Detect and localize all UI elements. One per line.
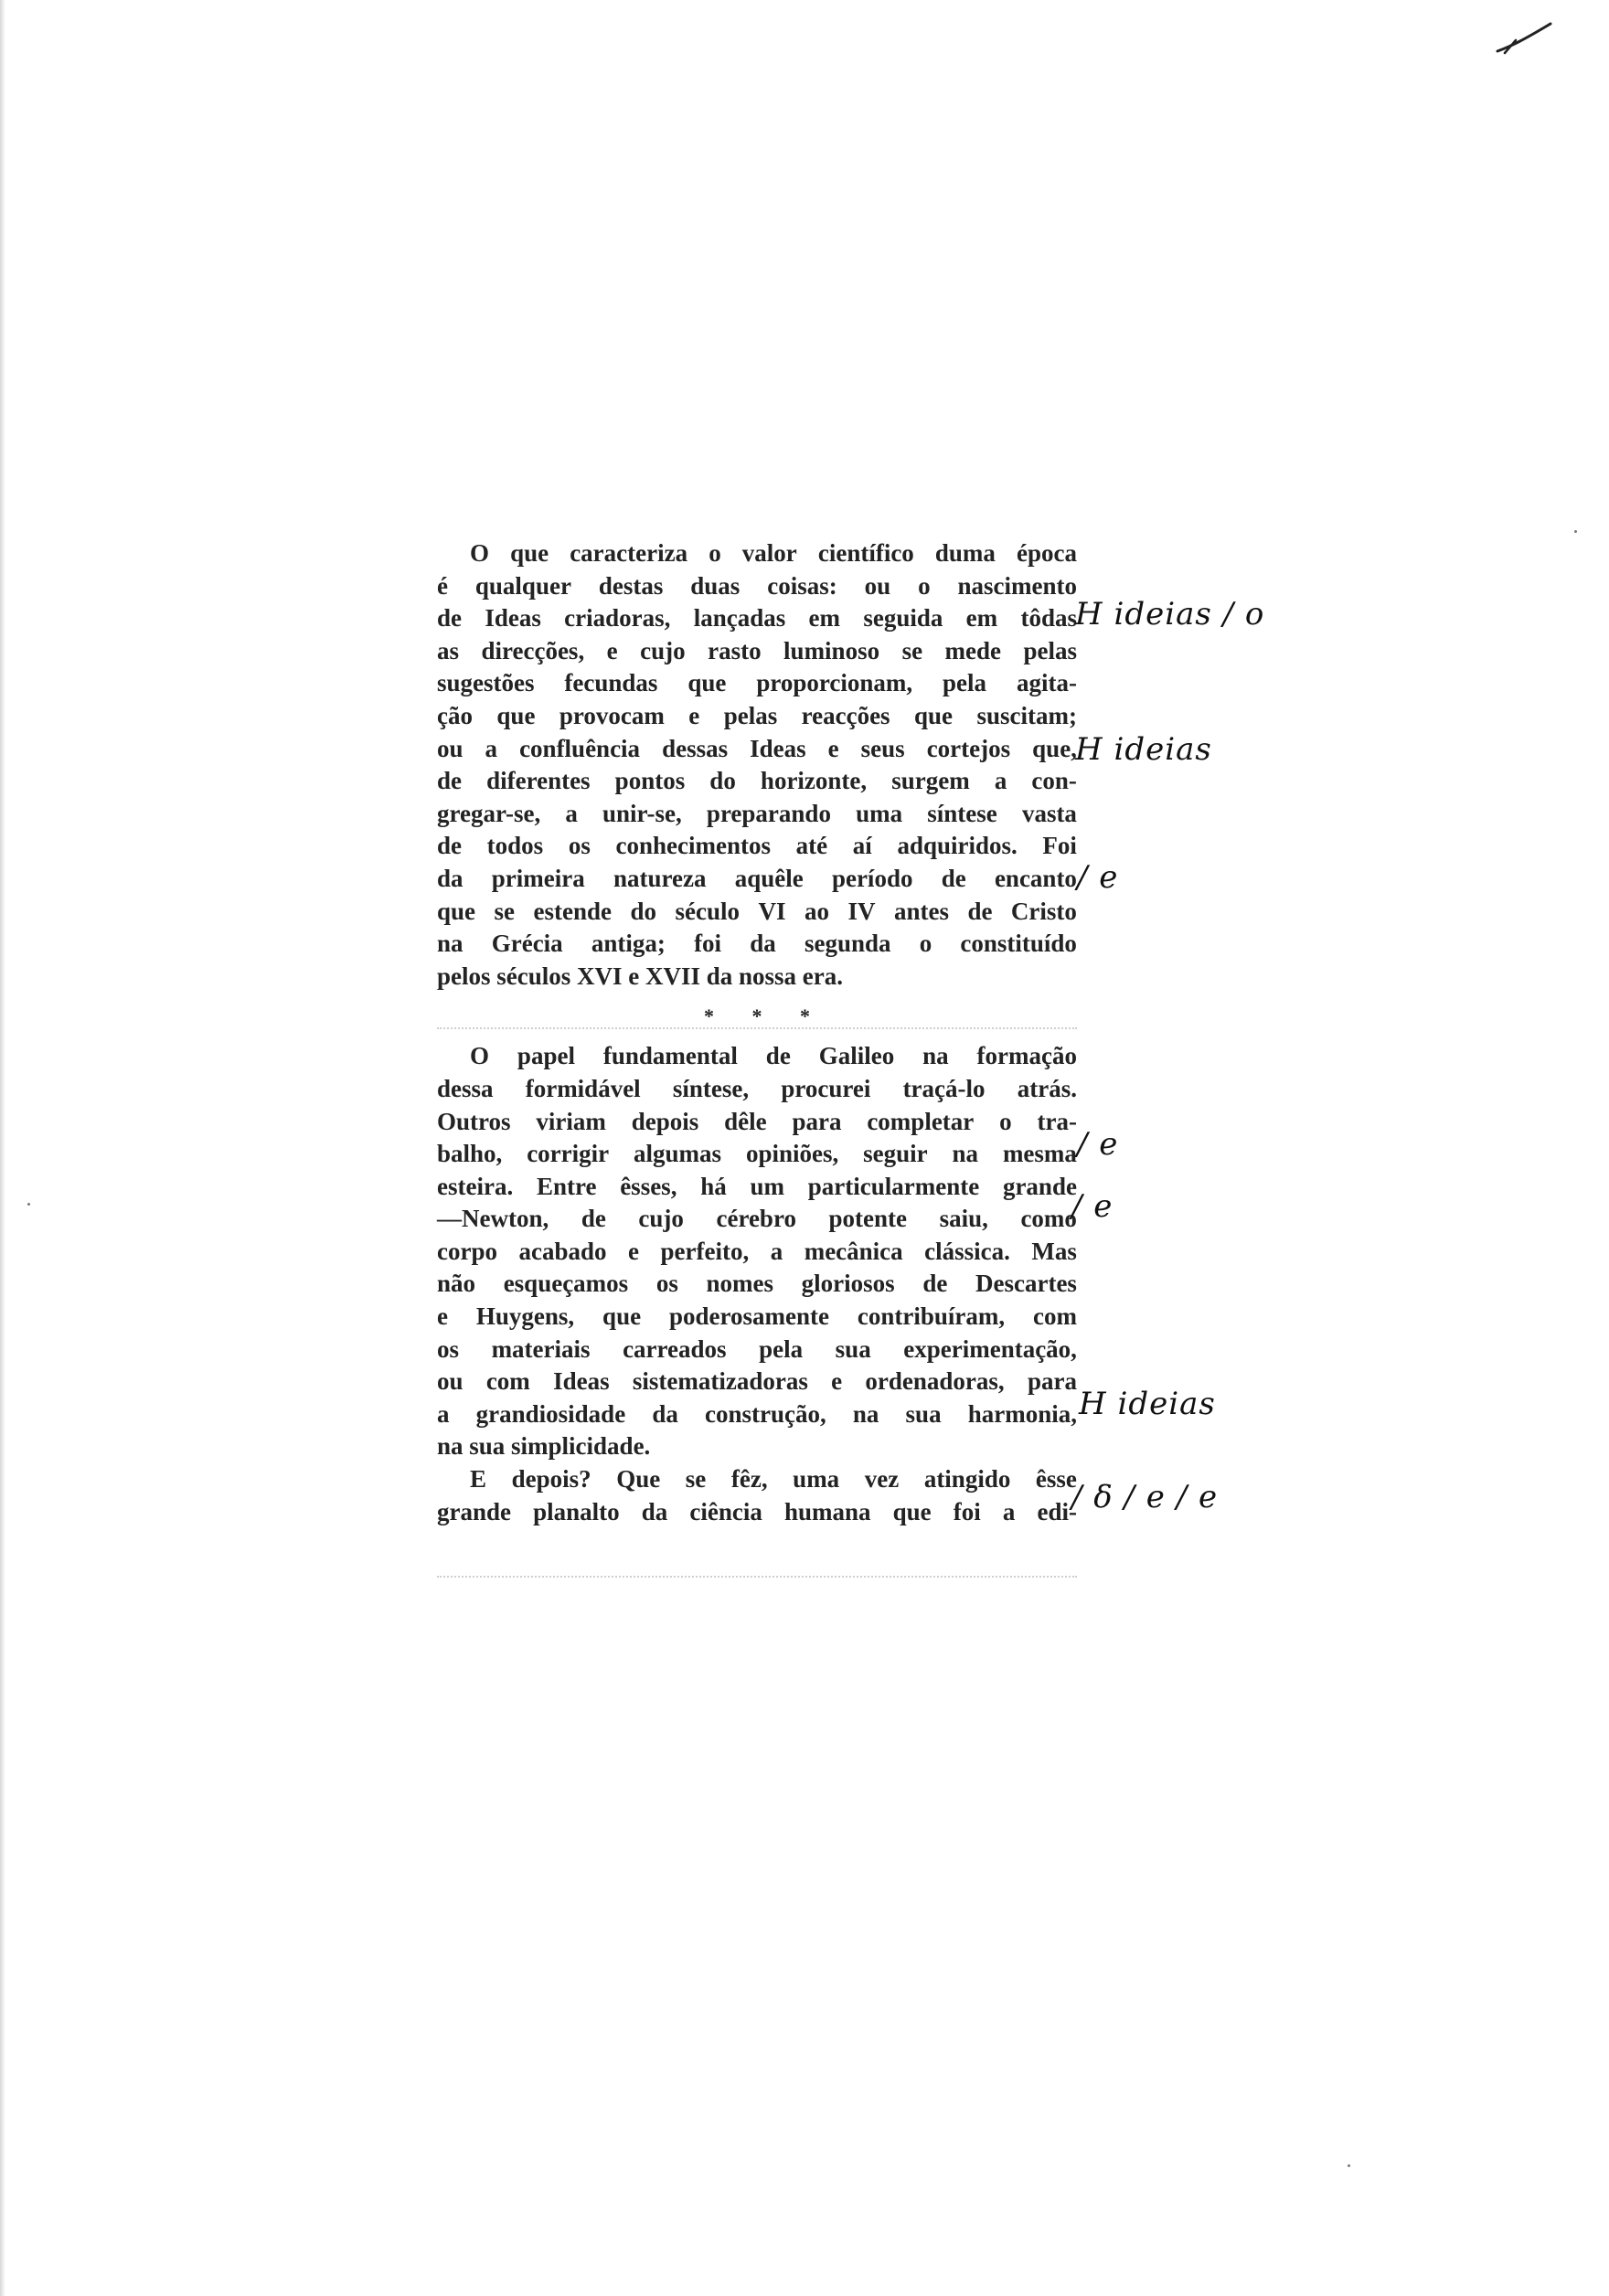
- word: grande: [1002, 1172, 1077, 1200]
- word: natureza: [613, 864, 707, 892]
- word: ou: [437, 1367, 464, 1396]
- word: esqueçamos: [503, 1270, 629, 1298]
- word: vez: [864, 1465, 900, 1493]
- word: com: [1033, 1302, 1077, 1331]
- word: o: [918, 571, 931, 600]
- word: horizonte,: [760, 767, 868, 795]
- word: pela: [943, 669, 987, 697]
- word: seguida: [863, 604, 943, 632]
- word: atingido: [923, 1465, 1011, 1493]
- word: clássica.: [924, 1237, 1010, 1265]
- text-line: [437, 667, 1077, 700]
- text-line: [437, 1040, 1077, 1073]
- word: e: [831, 1367, 843, 1396]
- word: reacções: [801, 701, 890, 729]
- text-line: [437, 1366, 1077, 1398]
- text-line: [437, 537, 1077, 570]
- word: ordenadoras,: [865, 1367, 1005, 1396]
- word: de: [765, 1042, 791, 1070]
- word: que: [496, 701, 536, 729]
- text-line: [437, 1463, 1077, 1496]
- word: na: [852, 1399, 879, 1428]
- word: é: [437, 571, 448, 600]
- word: con-: [1031, 767, 1077, 795]
- word: opiniões,: [745, 1140, 839, 1168]
- word: ou: [864, 571, 891, 600]
- word: esteira.: [437, 1172, 514, 1200]
- word: mede: [944, 636, 1002, 664]
- paragraph-1: [437, 537, 1077, 993]
- word: século: [675, 897, 740, 925]
- word: não: [437, 1270, 476, 1298]
- margin-note: H ideias: [1075, 731, 1212, 768]
- margin-note: H ideias: [1079, 1386, 1216, 1422]
- word: de: [941, 864, 966, 892]
- text-line: pelos séculos XVI e XVII da nossa era.: [437, 962, 844, 990]
- word: uma: [856, 799, 903, 827]
- word: todos: [486, 832, 544, 860]
- word: aí: [852, 832, 872, 860]
- text-line: [437, 830, 1077, 863]
- word: foi: [694, 930, 722, 958]
- word: materiais: [491, 1334, 591, 1363]
- word: unir-se,: [602, 799, 682, 827]
- word: da: [750, 930, 776, 958]
- word: sua: [905, 1399, 942, 1428]
- word: tôdas: [1020, 604, 1077, 632]
- word: constituído: [960, 930, 1077, 958]
- word: formidável: [525, 1074, 641, 1102]
- text-line: [437, 570, 1077, 603]
- word: Cristo: [1010, 897, 1077, 925]
- word: formação: [976, 1042, 1077, 1070]
- margin-note: / e: [1077, 859, 1119, 896]
- word: da: [437, 864, 464, 892]
- word: experimentação,: [903, 1334, 1077, 1363]
- word: foi: [953, 1497, 981, 1525]
- paragraph-3: [437, 1463, 1077, 1528]
- word: segunda: [804, 930, 891, 958]
- word: mesma: [1002, 1140, 1077, 1168]
- word: O: [470, 539, 490, 567]
- text-line: [437, 1073, 1077, 1106]
- word: pela: [759, 1334, 804, 1363]
- word: direcções,: [481, 636, 585, 664]
- word: conhecimentos: [615, 832, 771, 860]
- word: saiu,: [939, 1205, 988, 1233]
- word: e: [827, 734, 839, 762]
- word: e: [688, 701, 700, 729]
- word: edi-: [1037, 1497, 1077, 1525]
- word: gloriosos: [801, 1270, 895, 1298]
- word: acabado: [518, 1237, 607, 1265]
- text-line: [437, 1171, 1077, 1204]
- word: os: [437, 1334, 460, 1363]
- text-line: [437, 1496, 1077, 1529]
- text-line: [437, 928, 1077, 961]
- word: perfeito,: [660, 1237, 750, 1265]
- text-line: [437, 863, 1077, 896]
- word: qualquer: [474, 571, 571, 600]
- word: de: [922, 1270, 948, 1298]
- word: Outros: [437, 1107, 511, 1135]
- word: Ideas: [485, 604, 541, 632]
- word: VI: [758, 897, 786, 925]
- word: o: [999, 1107, 1012, 1135]
- word: E: [470, 1465, 487, 1493]
- word: se: [494, 897, 516, 925]
- word: papel: [517, 1042, 575, 1070]
- word: seus: [860, 734, 905, 762]
- word: nascimento: [957, 571, 1077, 600]
- word: dessas: [662, 734, 729, 762]
- word: pelas: [723, 701, 778, 729]
- word: sua: [835, 1334, 871, 1363]
- word: de: [437, 832, 462, 860]
- word: em: [808, 604, 841, 632]
- word: seguir: [863, 1140, 928, 1168]
- word: êsse: [1035, 1465, 1077, 1493]
- word: luminoso: [783, 636, 880, 664]
- word: cujo: [640, 636, 686, 664]
- word: completar: [867, 1107, 975, 1135]
- word: particularmente: [807, 1172, 980, 1200]
- word: Huygens,: [475, 1302, 575, 1331]
- scanner-edge: [0, 0, 5, 2296]
- word: procurei: [781, 1074, 871, 1102]
- text-line: na sua simplicidade.: [437, 1432, 651, 1461]
- word: Galileo: [818, 1042, 895, 1070]
- margin-note: / δ / e / e: [1071, 1479, 1219, 1515]
- text-line: [437, 700, 1077, 733]
- margin-note: / e: [1071, 1188, 1114, 1225]
- word: contribuíram,: [857, 1302, 1006, 1331]
- word: rasto: [708, 636, 762, 664]
- text-line: [437, 1334, 1077, 1366]
- word: construção,: [705, 1399, 826, 1428]
- word: êsses,: [620, 1172, 677, 1200]
- word: mecânica: [804, 1237, 903, 1265]
- word: surgem: [891, 767, 970, 795]
- word: depois: [631, 1107, 699, 1135]
- text-line: [437, 1138, 1077, 1171]
- word: e: [437, 1302, 448, 1331]
- word: antiga;: [591, 930, 666, 958]
- section-separator: * * *: [704, 1004, 826, 1028]
- word: fecundas: [564, 669, 658, 697]
- word: as: [437, 636, 460, 664]
- word: de: [437, 767, 462, 795]
- paragraph-2: [437, 1040, 1077, 1463]
- word: IV: [847, 897, 876, 925]
- word: síntese,: [672, 1074, 750, 1102]
- word: os: [655, 1270, 678, 1298]
- word: época: [1017, 539, 1077, 567]
- word: suscitam;: [976, 701, 1077, 729]
- word: e: [606, 636, 618, 664]
- word: ao: [804, 897, 829, 925]
- word: agita-: [1016, 669, 1077, 697]
- word: Foi: [1042, 832, 1077, 860]
- word: da: [641, 1497, 668, 1525]
- word: harmonia,: [967, 1399, 1077, 1428]
- word: vasta: [1021, 799, 1077, 827]
- word: diferentes: [486, 767, 591, 795]
- word: da: [652, 1399, 678, 1428]
- word: aquêle: [734, 864, 804, 892]
- word: que: [510, 539, 549, 567]
- word: nomes: [706, 1270, 774, 1298]
- word: e: [628, 1237, 639, 1265]
- word: fundamental: [602, 1042, 738, 1070]
- word: que: [892, 1497, 932, 1525]
- word: em: [965, 604, 998, 632]
- word: dêle: [724, 1107, 767, 1135]
- word: fêz,: [730, 1465, 768, 1493]
- word: que: [437, 897, 476, 925]
- text-line: [437, 1236, 1077, 1269]
- text-line: [437, 1203, 1077, 1236]
- word: pontos: [614, 767, 686, 795]
- word: cortejos: [926, 734, 1011, 762]
- word: algumas: [634, 1140, 722, 1168]
- word: a: [485, 734, 498, 762]
- word: até: [795, 832, 828, 860]
- text-line: [437, 798, 1077, 831]
- text-line: [437, 602, 1077, 635]
- word: poderosamente: [668, 1302, 829, 1331]
- text-column: [437, 537, 1077, 1528]
- word: de: [437, 604, 462, 632]
- word: que,: [1032, 734, 1077, 762]
- word: sistematizadoras: [632, 1367, 808, 1396]
- word: balho,: [437, 1140, 503, 1168]
- word: que: [602, 1302, 642, 1331]
- word: científico: [817, 539, 914, 567]
- word: sugestões: [437, 669, 535, 697]
- text-line: [437, 1268, 1077, 1301]
- word: adquiridos.: [897, 832, 1018, 860]
- word: período: [831, 864, 913, 892]
- word: do: [630, 897, 656, 925]
- word: os: [568, 832, 591, 860]
- text-line: [437, 896, 1077, 929]
- word: gregar-se,: [437, 799, 541, 827]
- paper-speck: [1574, 530, 1577, 533]
- word: Descartes: [975, 1270, 1077, 1298]
- word: corrigir: [527, 1140, 610, 1168]
- word: a: [770, 1237, 783, 1265]
- text-line: [437, 635, 1077, 668]
- word: atrás.: [1017, 1074, 1077, 1102]
- paper-speck: [27, 1203, 30, 1206]
- word: duma: [934, 539, 996, 567]
- word: um: [750, 1172, 784, 1200]
- word: uma: [793, 1465, 840, 1493]
- word: o: [919, 930, 932, 958]
- word: valor: [741, 539, 797, 567]
- word: viriam: [536, 1107, 606, 1135]
- word: a: [994, 767, 1007, 795]
- word: coisas:: [767, 571, 837, 600]
- word: com: [485, 1367, 530, 1396]
- word: de: [581, 1205, 606, 1233]
- word: se: [685, 1465, 707, 1493]
- margin-note: H ideias / o: [1075, 596, 1265, 632]
- word: preparando: [706, 799, 831, 827]
- word: corpo: [437, 1237, 497, 1265]
- word: potente: [828, 1205, 908, 1233]
- word: Entre: [536, 1172, 597, 1200]
- word: de: [967, 897, 993, 925]
- word: grandiosidade: [475, 1399, 626, 1428]
- text-line: [437, 1398, 1077, 1431]
- word: que: [914, 701, 954, 729]
- word: como: [1020, 1205, 1077, 1233]
- word: ção: [437, 701, 473, 729]
- word: do: [709, 767, 736, 795]
- corner-check-mark: [1496, 20, 1554, 57]
- word: na: [922, 1042, 949, 1070]
- faint-rule: [437, 1027, 1077, 1031]
- word: humana: [783, 1497, 871, 1525]
- word: caracteriza: [570, 539, 688, 567]
- word: cujo: [638, 1205, 684, 1233]
- word: Ideas: [750, 734, 806, 762]
- word: o: [709, 539, 721, 567]
- word: provocam: [559, 701, 665, 729]
- word: Que: [616, 1465, 661, 1493]
- word: síntese: [927, 799, 997, 827]
- word: na: [437, 930, 464, 958]
- word: Grécia: [491, 930, 563, 958]
- text-line: [437, 1106, 1077, 1139]
- word: planalto: [533, 1497, 620, 1525]
- word: —Newton,: [437, 1205, 549, 1233]
- word: pelas: [1023, 636, 1077, 664]
- word: proporcionam,: [756, 669, 913, 697]
- paper-speck: [1348, 2164, 1350, 2167]
- word: criadoras,: [564, 604, 671, 632]
- word: para: [792, 1107, 842, 1135]
- word: antes: [893, 897, 949, 925]
- word: a: [437, 1399, 450, 1428]
- word: ciência: [689, 1497, 762, 1525]
- word: primeira: [491, 864, 585, 892]
- word: duas: [690, 571, 741, 600]
- word: na: [952, 1140, 979, 1168]
- word: grande: [437, 1497, 511, 1525]
- word: que: [687, 669, 727, 697]
- word: estende: [533, 897, 612, 925]
- word: tra-: [1037, 1107, 1077, 1135]
- text-line: [437, 765, 1077, 798]
- word: a: [1002, 1497, 1016, 1525]
- word: confluência: [519, 734, 641, 762]
- word: destas: [598, 571, 664, 600]
- word: traçá-lo: [902, 1074, 986, 1102]
- word: cérebro: [716, 1205, 796, 1233]
- word: carreados: [623, 1334, 727, 1363]
- word: a: [565, 799, 578, 827]
- word: se: [901, 636, 923, 664]
- word: Ideas: [553, 1367, 610, 1396]
- word: depois?: [511, 1465, 591, 1493]
- word: para: [1027, 1367, 1077, 1396]
- word: lançadas: [693, 604, 786, 632]
- word: encanto: [994, 864, 1077, 892]
- word: dessa: [437, 1074, 494, 1102]
- margin-note: / e: [1077, 1126, 1119, 1163]
- word: ou: [437, 734, 464, 762]
- word: O: [470, 1042, 490, 1070]
- text-line: [437, 733, 1077, 766]
- faint-rule: [437, 1576, 1077, 1579]
- text-line: [437, 1301, 1077, 1334]
- word: Mas: [1031, 1237, 1077, 1265]
- word: há: [700, 1172, 727, 1200]
